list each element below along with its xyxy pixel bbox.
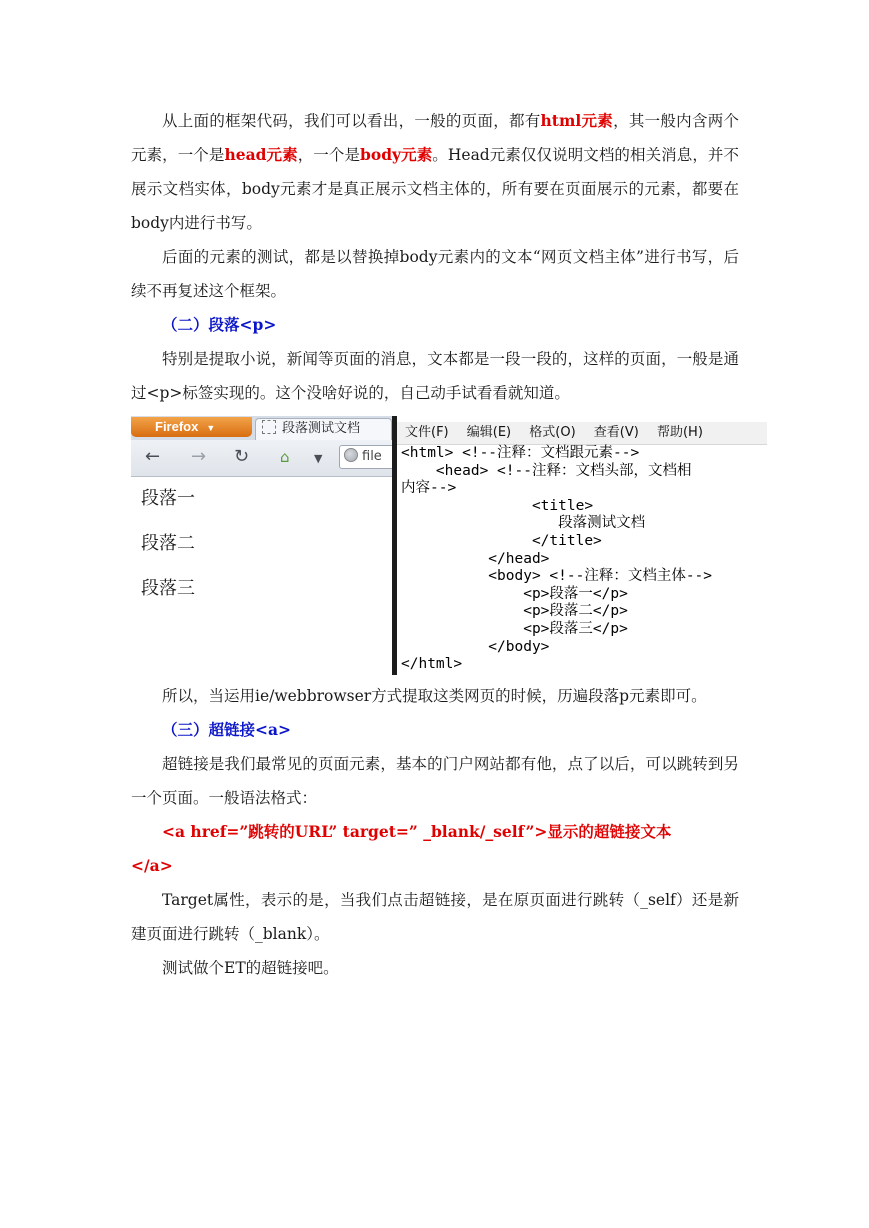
- code-line: </title>: [401, 532, 602, 549]
- code-line: </html>: [401, 656, 463, 673]
- code-line: </body>: [401, 638, 550, 655]
- menu-edit[interactable]: 编辑(E): [466, 425, 512, 440]
- highlight-head-element: head元素: [224, 145, 298, 164]
- code-line: 内容-->: [401, 480, 457, 497]
- menu-file[interactable]: 文件(F): [405, 425, 449, 440]
- rendered-paragraph: 段落三: [141, 578, 195, 599]
- code-line: <head> <!--注释：文档头部，文档相: [401, 462, 692, 479]
- globe-icon: [344, 448, 358, 462]
- section-heading-paragraph: （二）段落<p>: [162, 315, 277, 334]
- firefox-menu-button[interactable]: [131, 417, 252, 437]
- firefox-window: [131, 416, 392, 675]
- highlight-body-element: body元素: [360, 145, 433, 164]
- paragraph-extraction-tip: 所以，当运用ie/webbrowser方式提取这类网页的时候，历遍段落p元素即可。: [162, 687, 707, 705]
- example-screenshot: [131, 416, 767, 675]
- url-text: file: [362, 449, 382, 464]
- firefox-button-label: Firefox: [155, 419, 199, 434]
- text-segment: 。Head元素仅仅说明文档的相关消息，并不展示文档实体，body元素才是真正展示文档主体的，所有要在页面展示的元素，都要在body内进行书写。: [131, 146, 739, 232]
- text-segment: ，其一般内含两个元素，一个是: [131, 112, 739, 164]
- code-line: <body> <!--注释：文档主体-->: [401, 568, 713, 585]
- paragraph-testing-note: 后面的元素的测试，都是以替换掉body元素内的文本“网页文档主体”进行书写，后续不再复述这个框架。: [131, 248, 739, 300]
- tab-title: 段落测试文档: [282, 421, 361, 436]
- code-line: <p>段落一</p>: [401, 585, 628, 602]
- code-line: <title>: [401, 497, 594, 514]
- code-line: <html> <!--注释：文档跟元素-->: [401, 445, 640, 461]
- rendered-paragraph: 段落二: [141, 533, 195, 554]
- code-line: <p>段落二</p>: [401, 603, 628, 620]
- history-dropdown-icon[interactable]: ▼: [314, 452, 323, 465]
- notepad-window: [397, 416, 767, 675]
- code-line: <p>段落三</p>: [401, 620, 628, 637]
- document-body: [131, 104, 739, 985]
- navigation-toolbar: [131, 440, 392, 477]
- paragraph-hyperlink-intro: 超链接是我们最常见的页面元素，基本的门户网站都有他，点了以后，可以跳转到另一个页面。一般语法格式：: [131, 755, 739, 807]
- notepad-menubar: [397, 422, 767, 445]
- section-heading-hyperlink: （三）超链接<a>: [162, 720, 292, 739]
- browser-tab[interactable]: [255, 418, 392, 440]
- paragraph-test-hint: 测试做个ET的超链接吧。: [162, 959, 339, 977]
- paragraph-p-tag-intro: 特别是提取小说，新闻等页面的消息，文本都是一段一段的，这样的页面，一般是通过<p>标签实现的。这个没啥好说的，自己动手试看看就知道。: [131, 350, 739, 402]
- paragraph-html-structure: [131, 104, 739, 240]
- text-segment: ，一个是: [297, 146, 361, 164]
- reload-icon[interactable]: ↻: [234, 446, 250, 467]
- url-bar[interactable]: [339, 445, 399, 469]
- paragraph-target-attribute: Target属性，表示的是，当我们点击超链接，是在原页面进行跳转（_self）还是新建页面进行跳转（_blank）。: [131, 891, 739, 943]
- code-line: 段落测试文档: [401, 515, 646, 532]
- rendered-paragraph: 段落一: [141, 488, 195, 509]
- dropdown-arrow-icon: ▼: [206, 423, 216, 433]
- highlight-html-element: html元素: [540, 111, 614, 130]
- syntax-line: <a href=”跳转的URL” target=” _blank/_self”>显示的超链接文本: [162, 822, 672, 841]
- menu-view[interactable]: 查看(V): [593, 425, 639, 440]
- code-editor[interactable]: [401, 445, 712, 674]
- forward-arrow-icon[interactable]: →: [191, 446, 207, 467]
- home-icon[interactable]: ⌂: [280, 448, 290, 466]
- syntax-line: </a>: [131, 856, 173, 875]
- code-line: </head>: [401, 550, 550, 567]
- menu-help[interactable]: 帮助(H): [656, 425, 703, 440]
- text-segment: 从上面的框架代码，我们可以看出，一般的页面，都有: [162, 112, 541, 130]
- back-arrow-icon[interactable]: ←: [145, 446, 161, 467]
- tab-favicon-icon: [262, 420, 276, 434]
- menu-format[interactable]: 格式(O): [529, 425, 576, 440]
- rendered-page: [141, 476, 195, 611]
